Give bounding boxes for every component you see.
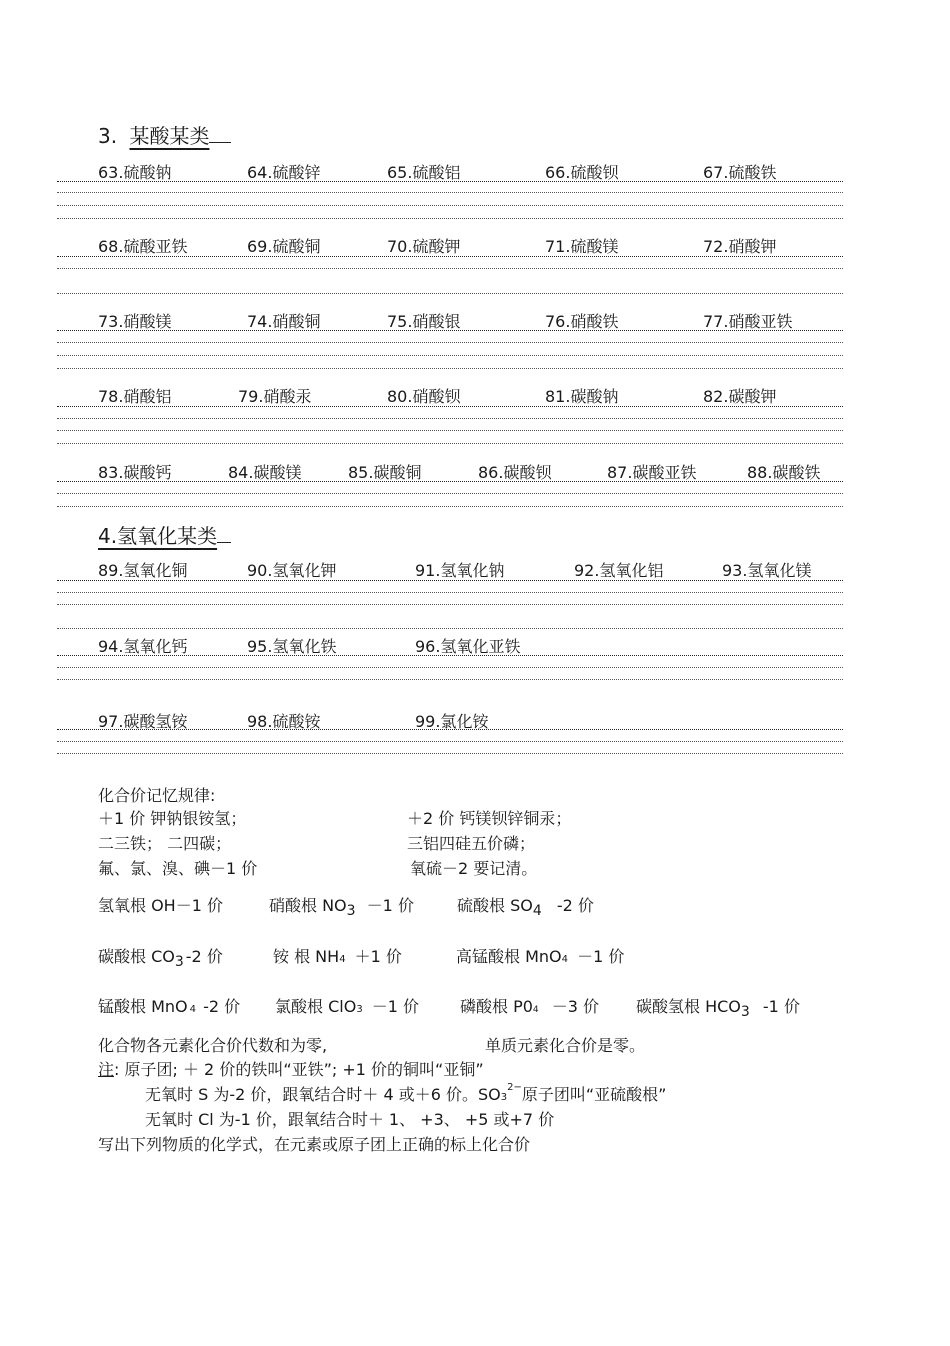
answer-line [57,753,843,754]
answer-line [57,604,843,605]
list-item: 92.氢氧化铝 [574,561,664,580]
list-item: 67.硫酸铁 [703,163,777,182]
list-item: 71.硫酸镁 [545,237,619,256]
answer-line [57,205,843,206]
list-item: 77.硝酸亚铁 [703,312,793,331]
answer-line [57,506,843,507]
list-item: 69.硫酸铜 [247,237,321,256]
list-item: 94.氢氧化钙 [98,637,188,656]
radical-bicarbonate: 碳酸氢根 $HCO_3$ -1 价 [636,997,800,1021]
radical-phosphate: 磷酸根 P04 －3 价 [460,997,600,1016]
answer-line [57,293,843,294]
list-item: 95.氢氧化铁 [247,637,337,656]
radical-ammonium: 铵 根 NH4 ＋1 价 [273,947,402,966]
section3-heading [98,120,231,149]
section4-title: 4.氢氧化某类 [98,524,218,548]
list-item: 85.碳酸铜 [348,463,422,482]
memory-title: 化合价记忆规律: [98,786,216,805]
list-item: 75.硝酸银 [387,312,461,331]
answer-line [57,481,843,482]
answer-line [57,268,843,269]
answer-line [57,667,843,668]
radical-hydroxide: 氢氧根 OH－1 价 [98,896,223,915]
rule-line: ＋1 价 钾钠银铵氢； [98,809,247,828]
radical-sulfate: 硫酸根 $SO_4$ -2 价 [457,896,594,920]
radical-chlorate: 氯酸根 ClO3 －1 价 [275,997,420,1016]
section4-heading [98,520,231,549]
answer-line [57,628,843,629]
radical-permanganate: 高锰酸根 MnO4 －1 价 [456,947,625,966]
list-item: 98.硫酸铵 [247,712,321,731]
answer-line [57,218,843,219]
answer-line [57,330,843,331]
sum-rule-right: 单质元素化合价是零。 [485,1036,646,1055]
list-item: 68.硫酸亚铁 [98,237,188,256]
list-item: 76.硝酸铁 [545,312,619,331]
list-item: 79.硝酸汞 [238,387,312,406]
answer-line [57,493,843,494]
rule-line: 二三铁； 二四碳； [98,834,232,853]
answer-line [57,655,843,656]
title-underline [209,141,231,143]
list-item: 84.碳酸镁 [228,463,302,482]
list-item: 96.氢氧化亚铁 [415,637,521,656]
rule-line: 氟、氯、溴、碘－1 价 [98,859,258,878]
answer-line [57,342,843,343]
list-item: 72.硝酸钾 [703,237,777,256]
rule-line: 氧硫－2 要记清。 [410,859,538,878]
list-item: 82.碳酸钾 [703,387,777,406]
list-item: 87.碳酸亚铁 [607,463,697,482]
sulfur-note: 无氧时 S 为-2 价，跟氧结合时＋ 4 或＋6 价。$SO3^{2-}$原子团叫“亚硫酸根” [145,1081,667,1104]
list-item: 88.碳酸铁 [747,463,821,482]
answer-line [57,355,843,356]
rule-line: ＋2 价 钙镁钡锌铜汞； [407,809,572,828]
list-item: 83.碳酸钙 [98,463,172,482]
list-item: 89.氢氧化铜 [98,561,188,580]
list-item: 91.氢氧化钠 [415,561,505,580]
rule-line: 三铝四硅五价磷； [407,834,536,853]
note-label: 注 [98,1060,115,1079]
answer-line [57,443,843,444]
list-item: 74.硝酸铜 [247,312,321,331]
answer-line [57,192,843,193]
list-item: 80.硝酸钡 [387,387,461,406]
answer-line [57,729,843,730]
answer-line [57,181,843,182]
list-item: 97.碳酸氢铵 [98,712,188,731]
radical-manganate: 锰酸根 MnO 4 -2 价 [98,997,241,1016]
list-item: 64.硫酸锌 [247,163,321,182]
answer-line [57,741,843,742]
answer-line [57,418,843,419]
answer-line [57,256,843,257]
list-item: 90.氢氧化钾 [247,561,337,580]
list-item: 81.碳酸钠 [545,387,619,406]
answer-line [57,430,843,431]
list-item: 99.氯化铵 [415,712,489,731]
list-item: 86.碳酸钡 [478,463,552,482]
list-item: 66.硫酸钡 [545,163,619,182]
note-line: 注: 原子团; ＋ 2 价的铁叫“亚铁”; +1 价的铜叫“亚铜” [98,1060,484,1079]
instruction-line: 写出下列物质的化学式，在元素或原子团上正确的标上化合价 [98,1135,531,1154]
section3-title: 某酸某类 [129,124,210,148]
list-item: 93.氢氧化镁 [722,561,812,580]
answer-line [57,679,843,680]
answer-line [57,406,843,407]
list-item: 63.硫酸钠 [98,163,172,182]
answer-line [57,580,843,581]
radical-nitrate: 硝酸根 $NO_3 -1$ 价 [269,896,414,920]
answer-line [57,592,843,593]
list-item: 70.硫酸钾 [387,237,461,256]
answer-line [57,368,843,369]
radical-carbonate: 碳酸根 $CO_3$ -2 价 [98,947,223,971]
title-underline [217,541,231,543]
chlorine-note: 无氧时 Cl 为-1 价，跟氧结合时＋ 1、 +3、 +5 或+7 价 [145,1110,555,1129]
list-item: 78.硝酸铝 [98,387,172,406]
section3-number: 3. [98,124,118,148]
list-item: 73.硝酸镁 [98,312,172,331]
sum-rule-left: 化合物各元素化合价代数和为零, [98,1036,328,1055]
list-item: 65.硫酸铝 [387,163,461,182]
